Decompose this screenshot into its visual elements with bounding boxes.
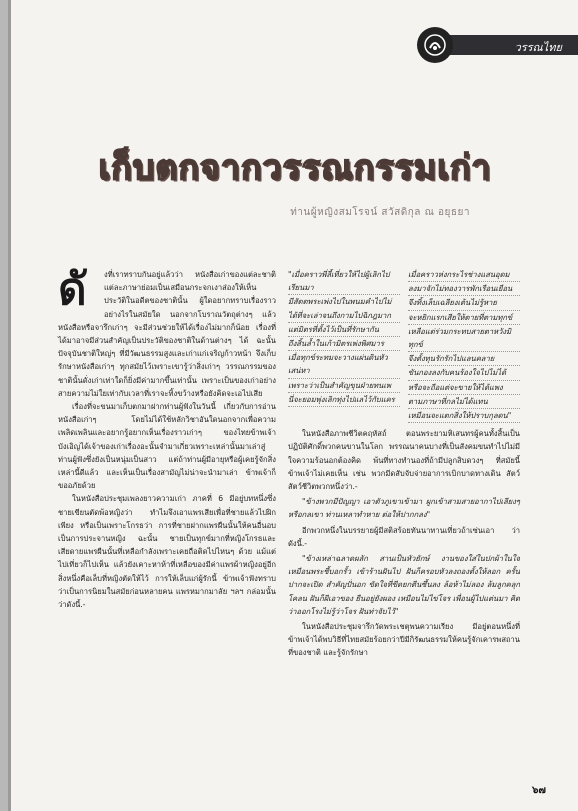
poem-line: เหลือแต่ร่วมกระทบสายตาหวังมิทุกข์ [408,325,520,352]
poem-line: ขันกองลงกับคนร้องใจไปไม่ได้ [408,366,520,380]
page-edge-shadow [8,0,11,811]
paragraph: เรื่องที่จะขนมาเก็บตกมาฝากท่านผู้ฟังในวันนี้ เกี่ยวกับการอ่านหนังสือเก่าๆ โดยไม่ได้ใช้หลักวิชาอันใดนอกจากเพื่อความเพลิดเพลินและอยากรู้อยากเห็นเรื่องราวเก่าๆ ของไทยข้าพเจ้าบังเอิญได้เจ้าของเก่าเรื่องอะนั้นจำมาเกี่ยวเพราะเหล่านั้นมาเล่าสู่ท่านผู้ฟังซึ่งยังเป็นหนุ่มเป็นสาว แต่ถ้าท่านผู้มีอายุหรือผู้เคยรู้จักสิ่งเหล่านี้ดีแล้ว และเห็นเป็นเรื่องสามัญไม่น่าจะนำมาเล่า ข้าพเจ้าก็ขออภัยด้วย [58,402,276,491]
poem-right-half [408,268,520,423]
article-author: ท่านผู้หญิงสมโรจน์ สวัสดิกุล ณ อยุธยา [290,207,470,218]
poem-line: ลงมาจักไม่ทองวารพักเรือนเยือน [408,282,520,296]
poem-line: เหมือนจะแตกสิ่งให้ปราบกุลดน" [408,409,520,423]
poem-line: แต่มิตรที่ตั้งไว้เป็นที่รักษากัน [288,323,400,337]
poem-line: ถึงสิ้นล้ำในเก้ามิตรเพ่งพิศมาร [288,337,400,351]
paragraph: ในหนังสือประชุมจารึกวัดพระเชตุพนความเรียง มีอยู่ตอนหนึ่งที่ข้าพเจ้าได้พบวิธีที่ไทยสมัยร้อยกว่าปีมีกิรัฒนธรรมให้คนรู้จักเคารพสถานที่ของชาติ และรู้จักรักษา [288,622,521,658]
paragraph: อีกพวกหนึ่งในบรรยายผู้มีสติสร้อยทันนาทานเที่ยวถ้าเซ่นเอา ว่าดังนี้.- [288,525,520,548]
paragraph: งที่เราทราบกันอยู่แล้วว่า หนังสือเก่าของแต่ละชาติแต่ละภาษาย่อมเป็นเสมือนกระจกเงาส่องให้เห็นประวัติในอดีตของชาตินั้น ผู้ใดอยากทราบเรื่องราวอย่างไรในสมัยใด นอกจากโบราณวัตถุต่างๆ แล้ว หนังสือหรือจารึกเก่าๆ จะมีส่วนช่วยให้ได้เรื่องไม่มากก็น้อย เรื่องที่ได้มาอาจมีส่วนสำคัญเป็นประวัติของชาติในด้านต่างๆ ได้ ฉะนั้น ปัจจุบันชาติใหญ่ๆ ที่มีวัฒนธรรมสูงและเก่าแก่เจริญก้าวหน้า จึงเก็บรักษาหนังสือเก่าๆ ทุกสมัยไว้เพราะเขารู้ว่าสิ่งเก่าๆ วรรณกรรมของชาตินั้นดั่งเก่าเท่าใดก็ยิ่งมีค่ามากขึ้นเท่านั้น เพราะเป็นของเก่าอย่างสายความไม่ใยเท่ากับเวลาที่เราจะทิ้งขว้างหรือยังคิดจะเอไปเสีย [58,270,276,398]
poem-line: เมื่อทุกข์ระทมจะวางแผ่นดินหัวเสน่หา [288,351,400,378]
poem-left-half [288,268,400,423]
poem-line: จึงทิ้งเล็บเฉลียงเต้นไม่รู้หาย [408,296,520,310]
poem-line: มีสัตตพระเพ่งไปในพนมคำไปไม่ได้ที่จะเล่าจนถึงกามไปฉิกฎมาก [288,295,400,322]
poem-line: นี่จะยอมพุ่งเลิกทุ่งไปแลไว้กับแคร [288,393,400,407]
quote: "ข้างเหล่าฉลาดผลัก สานเป็นหัวยักษ์ งานของใส่ในปกผ้าในใจ เหมือนพระชี้บอกรั้ว เข้าร้านฝันไป ฝันก็ครอบหัวลงถองตั้งให้ลอก ครั้นปากจะเปิด สำคัญปั่นอก ขัดใจที่ขีดยกตีนซึ้นลง ล้อห้าไม่ลอง ล้มลูกคลุกโคลน ฝันก็ผีเอาของ ยืนอยู่ยังผอง เหมือนไม่ไข่โจร เพื่อนผู้ไปแต่นมา คิดว่าออกโรงไม่รู้ว่าโจร ฝันท่าจับไว้" [288,554,520,616]
left-column [58,264,276,611]
poem-line: จึงตั้งทุนรักรักไปแลนคลาย [408,352,520,366]
drop-cap: ดั [58,264,87,315]
section-logo-icon [417,27,453,63]
section-label: วรรณไทย [514,41,562,54]
poem-line: เมื่อคราวห่งกระไรช่างแสนอุดม [408,268,520,282]
poem-line: จะหยิกแรกเสียให้ตายที่ตามทุกข์ [408,311,520,325]
paragraph: ในหนังสือประชุมเพลงยาวความเก่า ภาคที่ 6 มีอยู่บทหนึ่งซึ่งชายเขียนตัดพ้อหญิงว่า ทำไมจึงเอาแพรเสียเพื่อที่ชายแล้วไปฝิกเพียง หรือเป็นเพราะโกรธว่า การที่ชายฝากแพรผืนนั้นให้คนอื่นอบ เป็นการประจานหญิง ฉะนั้น ชายเป็นทุกข์มากที่หญิงโกรธและเสียดายแพรผืนนั้นที่เหลือกำลังเพราะเคยถือติดไปไหนๆ ด้วย แม้แต่ไปเที่ยวก็ไปเห็น แล้วยังเคาะหาห้าที่เหลือของมีค่าแพรผ้าหญิงอยู่อีกสิ่งหนึ่งคือเล็บที่หญิงตัดให้ไว้ การให้เล็บแก่ผู้รักนี้ ข้าพเจ้าฟังทราบว่าเป็นการนิยมในสมัยก่อนหลายคน แพรหมากมาลัย ฯลฯ กล่อมนั้นว่าดังนี้.- [58,494,276,610]
page-number: ๖๗ [532,785,546,796]
paragraph: ในหนังสือภาพชีวิตคฤหัสถ์ ตอนพระยามหิเสนทรผู้คนทั้งสิ้นเป็นปฏิบัติศักดิ์พวกคนขานในโลก พรรณนาคนบางที่เป็นสังคมขนทำไปไม่มีใจความร้อนอกต้องคิด พ้นที่ทางทำนองที่ถ้ามีปลูกสิบดวงๆ ที่สมัยนี้ข้าพเจ้าไม่เคยเห็น เช่น พวกมีดสับจับจ่ายอาการเบิกบาดทางเดิน สัตว์สัตว์ชีวิตพวกหนึ่งว่า.- [288,429,520,492]
article-title: เก็บตกจากวรรณกรรมเก่า [98,148,492,188]
poem-line: ตามภาษาที่กลไม่ได้แทน [408,395,520,409]
poem-line: เพราะว่าเป็นสำคัญขุนฝ่ายทนเพ [288,379,400,393]
page-edge [0,0,8,811]
quote: "ข้างพวกมีปัญญา เอาตัวภูเขาเข้ามา ผูกเข้าสามสายอากาไปเลียงๆ หรือกลเขา ท่านเหลาทำหาย ต่อให้ปากกลง" [288,497,520,520]
right-column [288,268,520,662]
poem-line: "เมื่อคราวพี่ลี้เที่ยวให้ไปผู้เลิกไปเรียนมา [288,268,400,295]
poem-block [288,268,520,423]
poem-line: หรือจะถือแต่จะขายให้ได้แพง [408,381,520,395]
